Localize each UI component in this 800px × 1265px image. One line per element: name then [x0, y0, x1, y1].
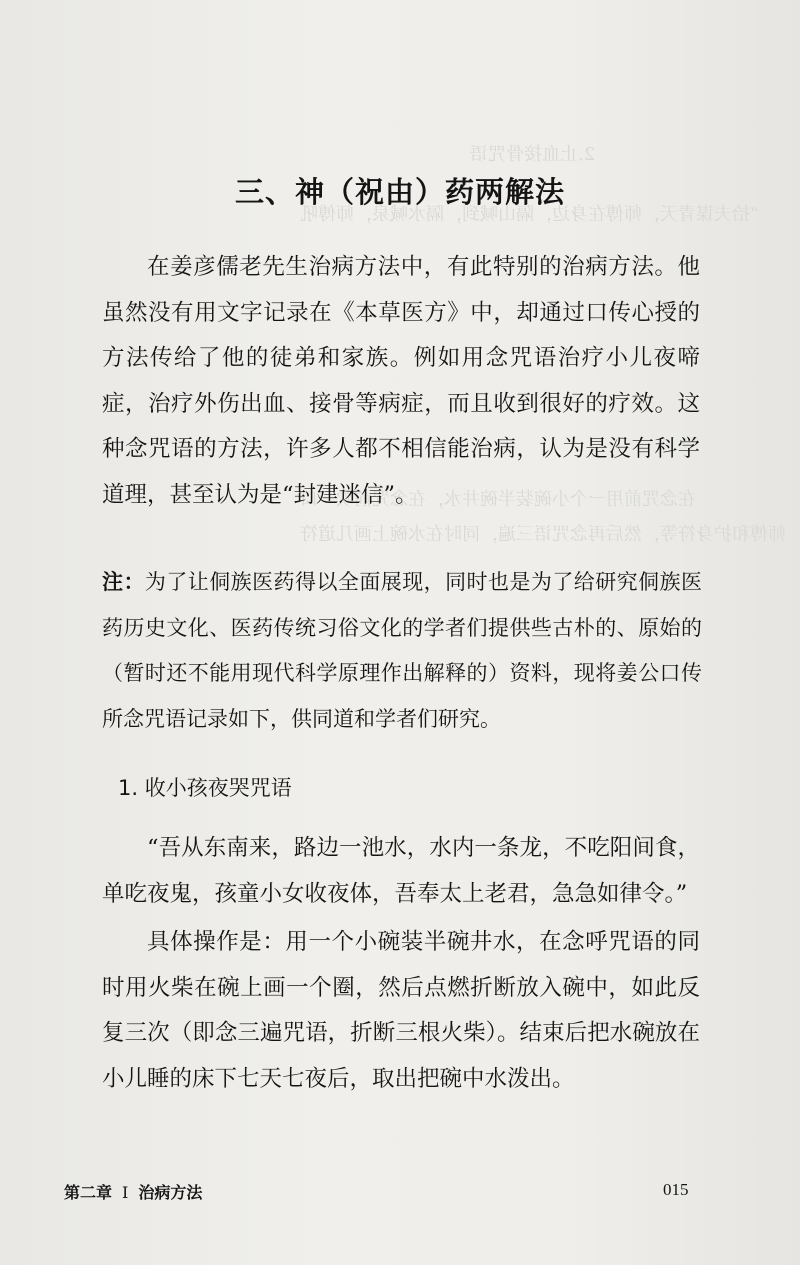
page-number: 015 [663, 1180, 689, 1199]
intro-paragraph: 在姜彦儒老先生治病方法中，有此特别的治病方法。他虽然没有用文字记录在《本草医方》中，却通过口传心授的方法传给了他的徒弟和家族。例如用念咒语治疗小儿夜啼症，治疗外伤出血、接骨等病症，而且收到很好的疗效。这种念咒语的方法，许多人都不相信能治病，认为是没有科学道理，甚至认为是“封建迷信”。 [102, 254, 700, 508]
show-through-text: 在念咒前用一个小碗装半碗井水，在念咒前吹一口 [300, 489, 696, 510]
section-title: 三、神（祝由）药两解法 [234, 175, 565, 209]
show-through-text: 2.止血接骨咒语 [470, 144, 596, 165]
running-footer [64, 1180, 202, 1203]
footer-separator: I [122, 1183, 129, 1202]
show-through-text: “拾夫谋青天，师傅在身边，隔山喊到，隔水喊泉，师傅吼 [300, 204, 760, 225]
footer-chapter: 第二章 [64, 1183, 113, 1202]
incantation-quote: “吾从东南来，路边一池水，水内一条龙，不吃阳间食，单吃夜鬼，孩童小女收夜体，吾奉太上老君，急急如律令。” [102, 835, 700, 907]
note-label: 注： [102, 570, 145, 594]
note-paragraph [102, 560, 702, 742]
note-text: 为了让侗族医药得以全面展现，同时也是为了给研究侗族医药历史文化、医药传统习俗文化的学者们提供些古朴的、原始的（暂时还不能用现代科学原理作出解释的）资料，现将姜公口传所念咒语记录如下，供同道和学者们研究。 [102, 570, 702, 731]
footer-section: 治病方法 [138, 1183, 203, 1202]
procedure-paragraph: 具体操作是：用一个小碗装半碗井水，在念呼咒语的同时用火柴在碗上画一个圈，然后点燃折断放入碗中，如此反复三次（即念三遍咒语，折断三根火柴）。结束后把水碗放在小儿睡的床下七天七夜后，取出把碗中水泼出。 [102, 929, 700, 1092]
subsection-heading: 1. 收小孩夜哭咒语 [118, 776, 292, 800]
show-through-text: 师傅和护身符等，然后再念咒语三遍，同时在水碗上画几道符 [300, 524, 786, 545]
